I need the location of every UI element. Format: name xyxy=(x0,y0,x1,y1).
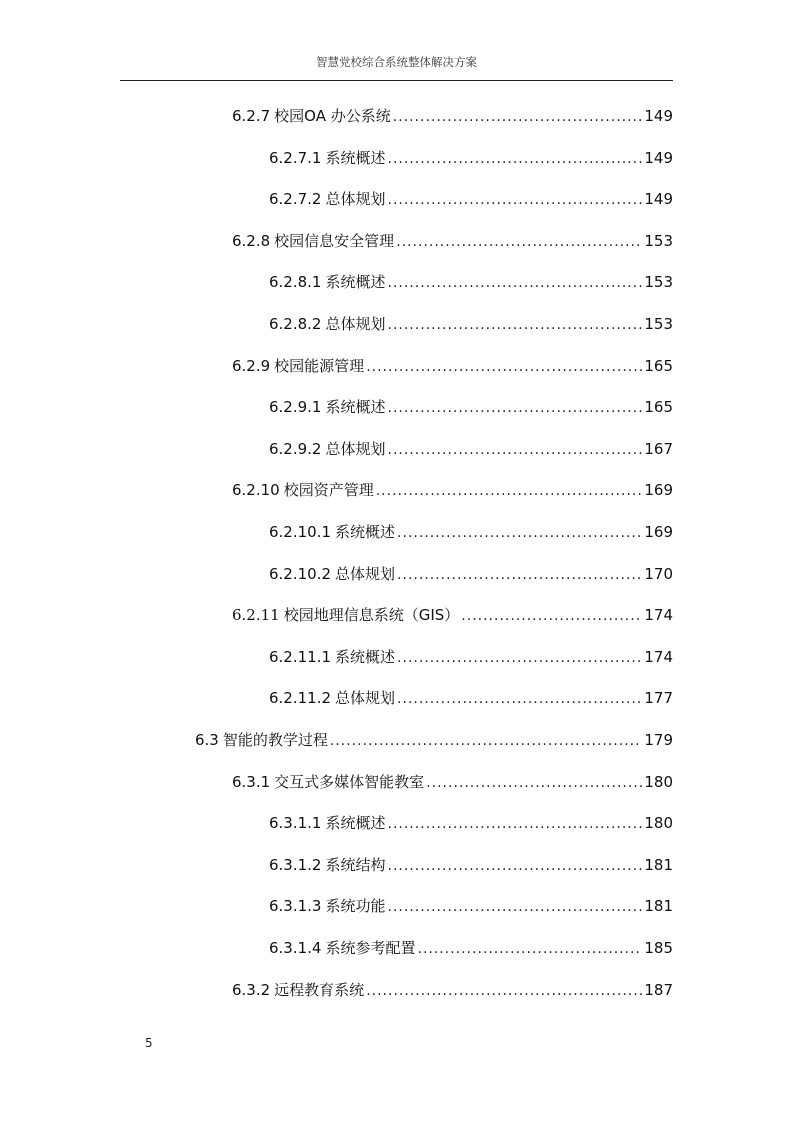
toc-dot-leader xyxy=(418,928,643,968)
toc-entry[interactable] xyxy=(269,845,673,885)
toc-dot-leader xyxy=(388,138,643,178)
toc-dot-leader xyxy=(388,304,643,344)
toc-entry-page: 180 xyxy=(644,772,673,791)
toc-entry-page: 181 xyxy=(644,897,673,916)
toc-entry-title: 系统概述 xyxy=(325,148,386,167)
toc-entry-page: 187 xyxy=(644,980,673,999)
toc-entry-title: 智能的教学过程 xyxy=(222,731,328,749)
toc-entry-number: 6.2.8 xyxy=(232,231,271,250)
toc-dot-leader xyxy=(388,262,643,302)
toc-entry-page: 153 xyxy=(644,231,673,250)
header-rule xyxy=(120,80,673,81)
toc-entry-number: 6.2.11.2 xyxy=(269,689,332,708)
toc-entry-title: 系统概述 xyxy=(325,398,386,417)
toc-dot-leader xyxy=(376,470,643,510)
toc-entry-title: 总体规划 xyxy=(325,190,386,209)
toc-dot-leader xyxy=(330,720,642,760)
toc-entry-number: 6.3.1.3 xyxy=(269,897,322,916)
toc-entry-page: 149 xyxy=(644,190,673,209)
toc-entry-number: 6.2.10.2 xyxy=(269,564,332,583)
toc-entry-number: 6.2.10.1 xyxy=(269,523,332,541)
page-number: 5 xyxy=(145,1036,153,1050)
toc-entry-title: 校园信息安全管理 xyxy=(274,231,395,250)
toc-entry-number: 6.3.1 xyxy=(232,772,271,791)
toc-entry-title: 总体规划 xyxy=(335,564,396,583)
toc-entry-page: 170 xyxy=(644,564,673,583)
toc-entry-title: 校园地理信息系统（GIS） xyxy=(283,606,460,625)
toc-entry-page: 153 xyxy=(644,273,673,292)
toc-entry[interactable] xyxy=(269,512,673,552)
toc-dot-leader xyxy=(388,179,643,219)
toc-entry-page: 169 xyxy=(644,481,673,500)
toc-entry-title: 系统参考配置 xyxy=(325,939,416,957)
toc-entry[interactable] xyxy=(232,221,673,261)
toc-entry-number: 6.2.9.1 xyxy=(269,398,322,417)
toc-dot-leader xyxy=(461,595,642,635)
toc-entry-page: 179 xyxy=(644,731,673,749)
toc-dot-leader xyxy=(396,221,642,261)
toc-entry-page: 174 xyxy=(644,647,673,666)
toc-dot-leader xyxy=(388,845,643,885)
toc-entry[interactable] xyxy=(269,803,673,843)
toc-entry-page: 167 xyxy=(644,439,673,458)
running-header: 智慧党校综合系统整体解决方案 xyxy=(316,55,477,69)
toc-entry[interactable] xyxy=(269,678,673,718)
toc-dot-leader xyxy=(393,96,643,136)
toc-entry-page: 153 xyxy=(644,315,673,333)
toc-entry[interactable] xyxy=(269,886,673,926)
toc-entry-title: 远程教育系统 xyxy=(274,980,365,999)
toc-entry-number: 6.2.10 xyxy=(232,481,280,500)
toc-entry-page: 149 xyxy=(644,107,673,125)
toc-entry[interactable] xyxy=(232,970,673,1010)
toc-entry-number: 6.3.1.1 xyxy=(269,814,322,833)
toc-dot-leader xyxy=(388,429,643,469)
toc-entry[interactable] xyxy=(269,179,673,219)
toc-entry-number: 6.3.1.4 xyxy=(269,939,322,957)
toc-entry-page: 174 xyxy=(644,606,673,625)
toc-entry[interactable] xyxy=(269,429,673,469)
toc-entry-title: 总体规划 xyxy=(325,315,386,333)
toc-entry-title: 校园能源管理 xyxy=(274,356,365,375)
toc-entry[interactable] xyxy=(269,304,673,344)
toc-dot-leader xyxy=(397,678,642,718)
toc-dot-leader xyxy=(366,346,642,386)
toc-entry-title: 系统功能 xyxy=(325,897,386,916)
toc-entry-title: 系统概述 xyxy=(335,647,396,666)
toc-entry-page: 169 xyxy=(644,523,673,541)
toc-entry[interactable] xyxy=(232,346,673,386)
toc-dot-leader xyxy=(388,803,643,843)
toc-entry-page: 185 xyxy=(644,939,673,957)
toc-entry-title: 总体规划 xyxy=(335,689,396,708)
toc-entry[interactable] xyxy=(269,387,673,427)
toc-entry-number: 6.2.11 xyxy=(232,606,280,625)
toc-entry-page: 180 xyxy=(644,814,673,833)
toc-entry[interactable] xyxy=(269,138,673,178)
toc-entry-number: 6.3 xyxy=(195,731,219,749)
toc-entry[interactable] xyxy=(269,554,673,594)
toc-entry-number: 6.3.1.2 xyxy=(269,855,322,874)
toc-entry-number: 6.2.9.2 xyxy=(269,439,322,458)
toc-dot-leader xyxy=(388,886,643,926)
toc-entry-page: 181 xyxy=(644,855,673,874)
toc-entry-number: 6.2.8.1 xyxy=(269,273,322,292)
toc-entry-title: 总体规划 xyxy=(325,439,386,458)
toc-entry-title: 系统结构 xyxy=(325,855,386,874)
toc-entry[interactable] xyxy=(232,470,673,510)
toc-dot-leader xyxy=(366,970,642,1010)
toc-entry[interactable] xyxy=(232,762,673,802)
toc-entry[interactable] xyxy=(232,595,673,635)
toc-entry-number: 6.2.7 xyxy=(232,107,271,125)
toc-entry-number: 6.2.9 xyxy=(232,356,271,375)
toc-dot-leader xyxy=(388,387,643,427)
toc-entry-title: 系统概述 xyxy=(325,273,386,292)
toc-entry-page: 165 xyxy=(644,356,673,375)
toc-dot-leader xyxy=(397,637,642,677)
toc-entry-title: 校园OA 办公系统 xyxy=(274,107,391,125)
toc-entry[interactable] xyxy=(195,720,673,760)
toc-entry[interactable] xyxy=(269,637,673,677)
toc-entry-title: 系统概述 xyxy=(335,523,396,541)
toc-entry-page: 177 xyxy=(644,689,673,708)
toc-dot-leader xyxy=(426,762,642,802)
toc-entry-number: 6.2.7.2 xyxy=(269,190,322,209)
toc-entry[interactable] xyxy=(232,96,673,136)
toc-entry-title: 系统概述 xyxy=(325,814,386,833)
toc-entry-number: 6.2.8.2 xyxy=(269,315,322,333)
toc-entry[interactable] xyxy=(269,928,673,968)
toc-entry-page: 165 xyxy=(644,398,673,417)
toc-entry[interactable] xyxy=(269,262,673,302)
toc-entry-title: 校园资产管理 xyxy=(283,481,374,500)
toc-entry-number: 6.2.7.1 xyxy=(269,148,322,167)
toc-entry-title: 交互式多媒体智能教室 xyxy=(274,772,425,791)
toc-dot-leader xyxy=(397,554,642,594)
toc-dot-leader xyxy=(397,512,642,552)
toc-entry-number: 6.3.2 xyxy=(232,980,271,999)
toc-entry-page: 149 xyxy=(644,148,673,167)
toc-entry-number: 6.2.11.1 xyxy=(269,647,332,666)
